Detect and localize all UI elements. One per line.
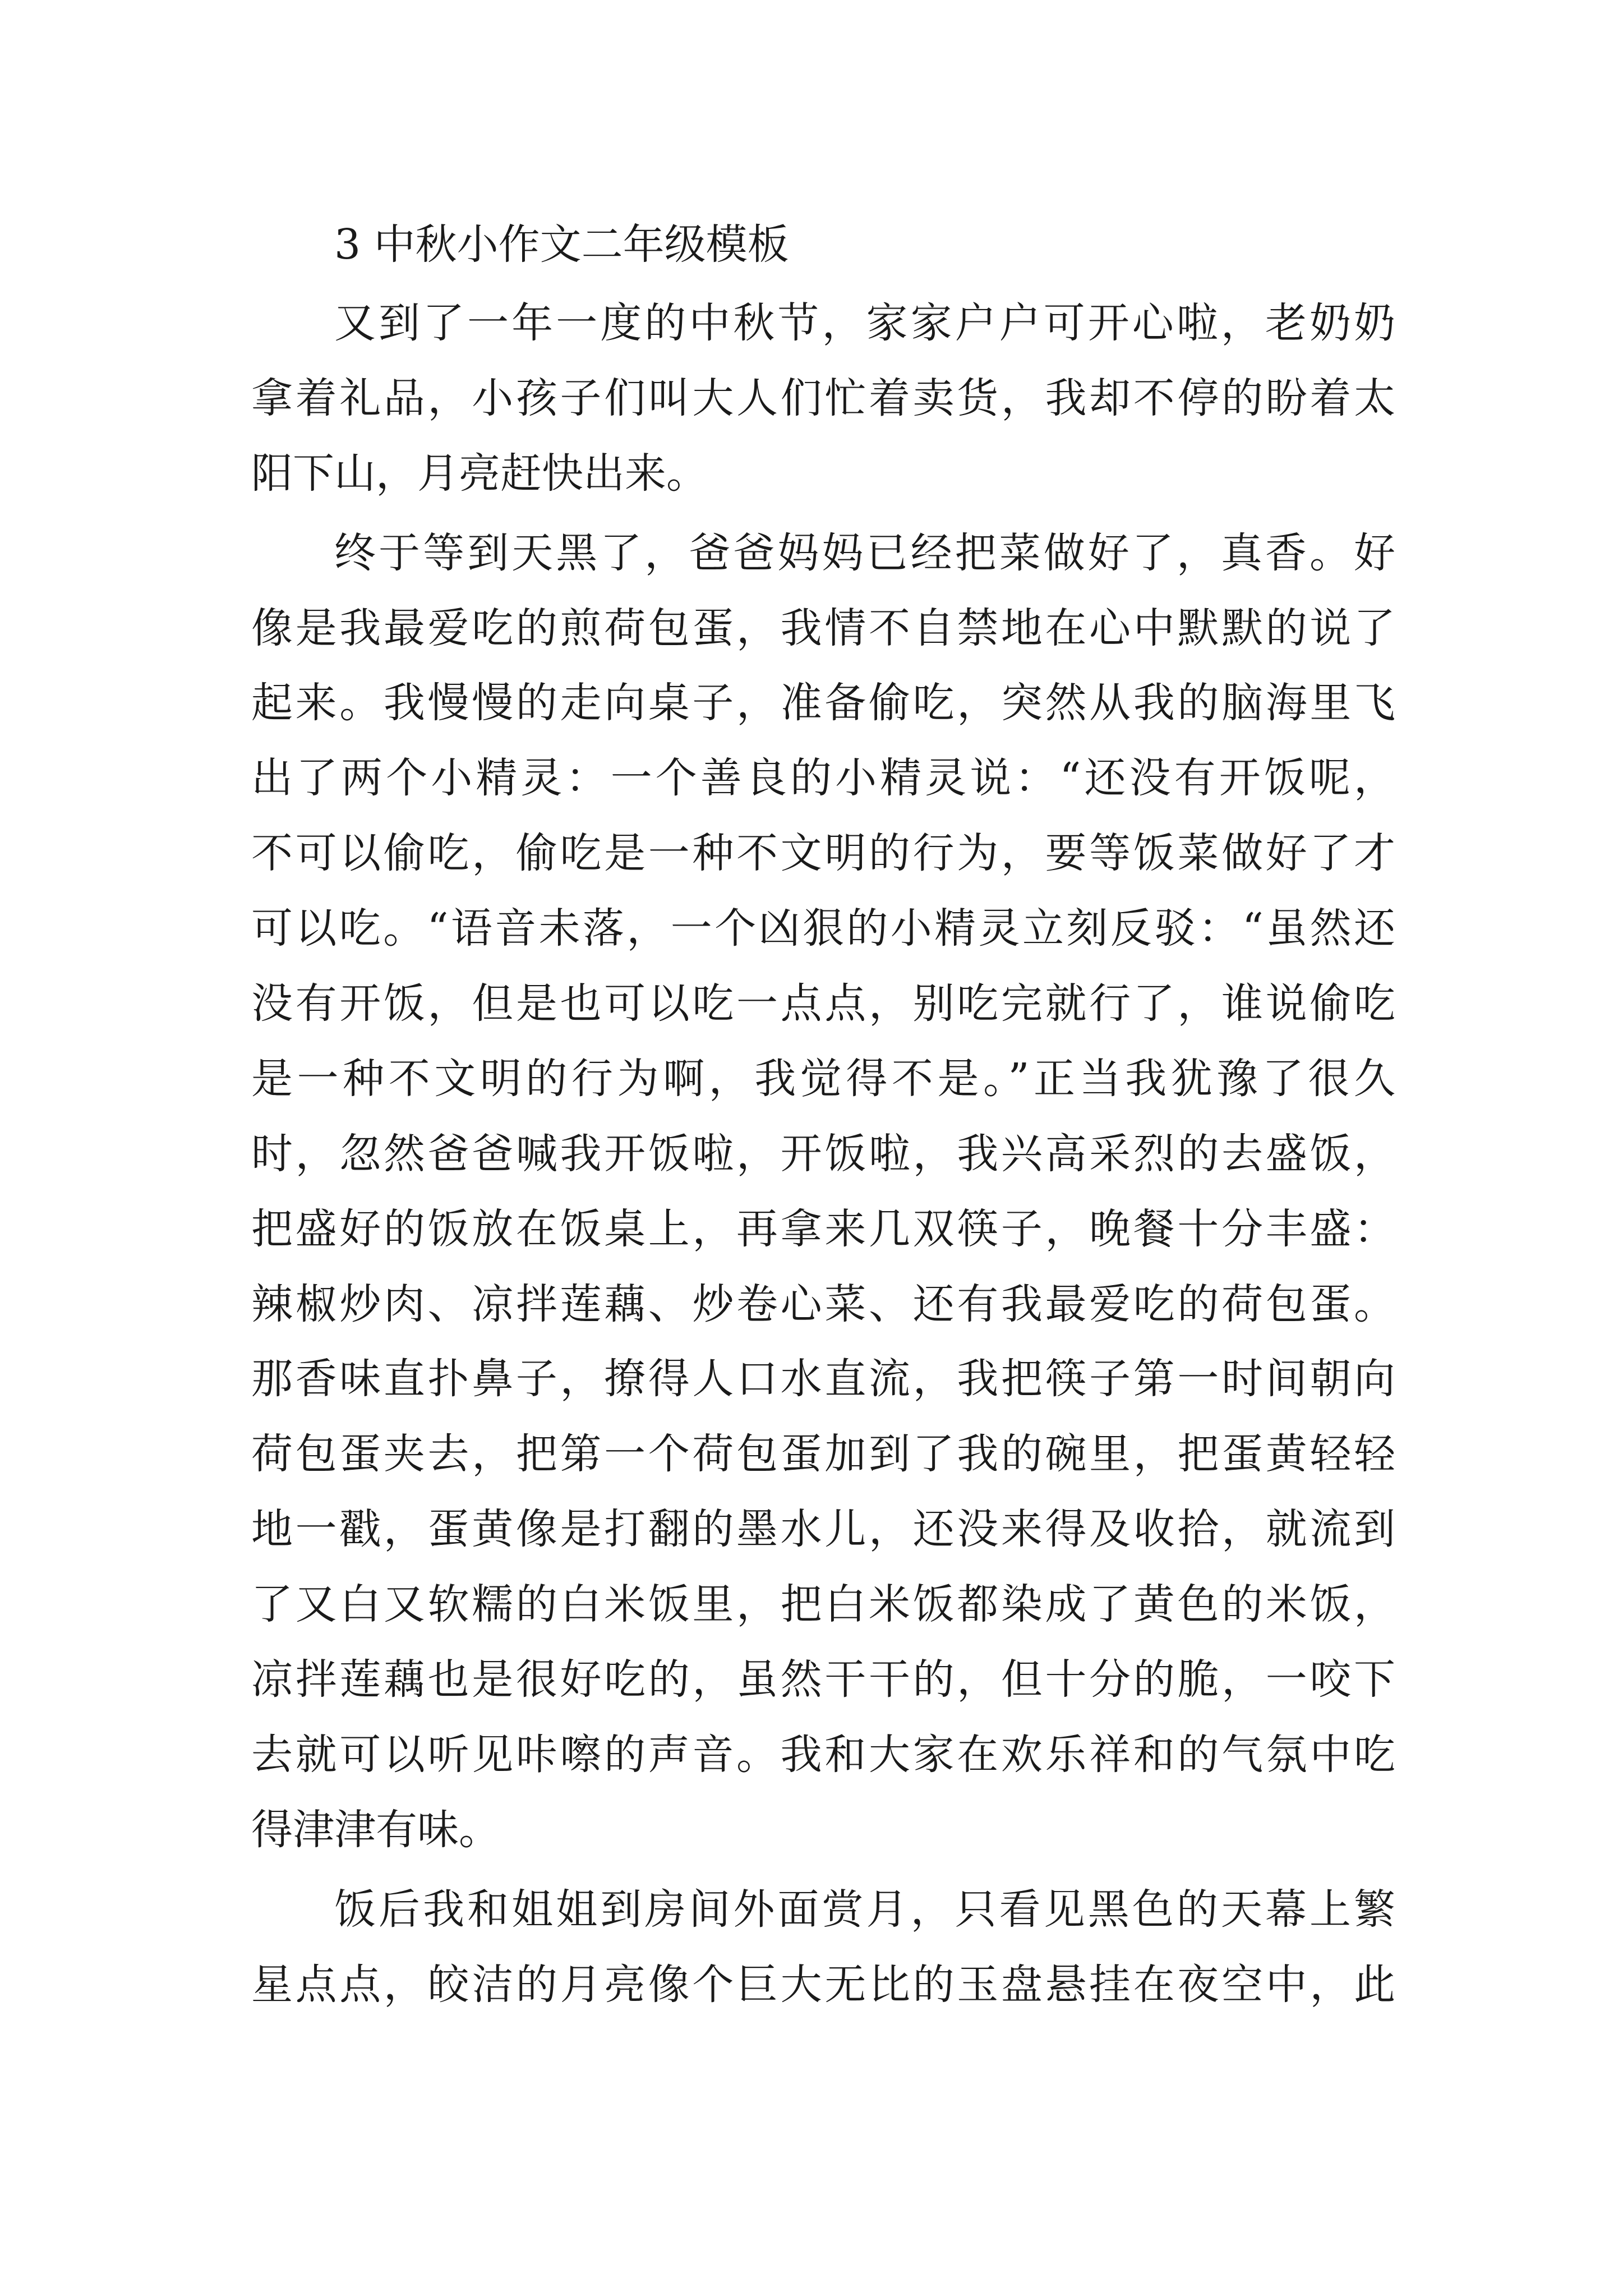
- paragraph-2-line-12: 那香味直扑鼻子，撩得人口水直流，我把筷子第一时间朝向: [251, 1355, 1395, 1403]
- paragraph-2-line-10: 把盛好的饭放在饭桌上，再拿来几双筷子，晚餐十分丰盛：: [251, 1205, 1395, 1253]
- paragraph-3-line-2: 星点点，皎洁的月亮像个巨大无比的玉盘悬挂在夜空中，此: [251, 1961, 1395, 2009]
- paragraph-2-line-15: 了又白又软糯的白米饭里，把白米饭都染成了黄色的米饭，: [251, 1580, 1395, 1628]
- paragraph-2-line-18: 得津津有味。: [251, 1806, 500, 1854]
- paragraph-2-line-2: 像是我最爱吃的煎荷包蛋，我情不自禁地在心中默默的说了: [251, 604, 1395, 652]
- paragraph-2-line-14: 地一戳，蛋黄像是打翻的墨水儿，还没来得及收拾，就流到: [251, 1505, 1395, 1553]
- paragraph-2-line-17: 去就可以听见咔嚓的声音。我和大家在欢乐祥和的气氛中吃: [251, 1731, 1395, 1779]
- paragraph-2-line-3: 起来。我慢慢的走向桌子，准备偷吃，突然从我的脑海里飞: [251, 679, 1395, 727]
- paragraph-2-line-16: 凉拌莲藕也是很好吃的，虽然干干的，但十分的脆，一咬下: [251, 1655, 1395, 1704]
- paragraph-2-line-4: 出了两个小精灵：一个善良的小精灵说：“还没有开饭呢，: [251, 754, 1395, 802]
- paragraph-1-line-3: 阳下山，月亮赶快出来。: [251, 449, 708, 498]
- document-title: 3 中秋小作文二年级模板: [334, 220, 789, 269]
- paragraph-2-line-7: 没有开饭，但是也可以吃一点点，别吃完就行了，谁说偷吃: [251, 979, 1395, 1028]
- paragraph-2-line-9: 时，忽然爸爸喊我开饭啦，开饭啦，我兴高采烈的去盛饭，: [251, 1130, 1395, 1178]
- paragraph-2-line-13: 荷包蛋夹去，把第一个荷包蛋加到了我的碗里，把蛋黄轻轻: [251, 1430, 1395, 1478]
- paragraph-2-line-6: 可以吃。“语音未落，一个凶狠的小精灵立刻反驳：“虽然还: [251, 904, 1395, 953]
- paragraph-1-line-1: 又到了一年一度的中秋节，家家户户可开心啦，老奶奶: [334, 299, 1395, 347]
- paragraph-2-line-5: 不可以偷吃，偷吃是一种不文明的行为，要等饭菜做好了才: [251, 829, 1395, 877]
- paragraph-1-line-2: 拿着礼品，小孩子们叫大人们忙着卖货，我却不停的盼着太: [251, 374, 1395, 422]
- paragraph-3-line-1: 饭后我和姐姐到房间外面赏月，只看见黑色的天幕上繁: [334, 1885, 1395, 1934]
- paragraph-2-line-1: 终于等到天黑了，爸爸妈妈已经把菜做好了，真香。好: [334, 529, 1395, 577]
- paragraph-2-line-8: 是一种不文明的行为啊，我觉得不是。”正当我犹豫了很久: [251, 1055, 1395, 1103]
- paragraph-2-line-11: 辣椒炒肉、凉拌莲藕、炒卷心菜、还有我最爱吃的荷包蛋。: [251, 1280, 1395, 1328]
